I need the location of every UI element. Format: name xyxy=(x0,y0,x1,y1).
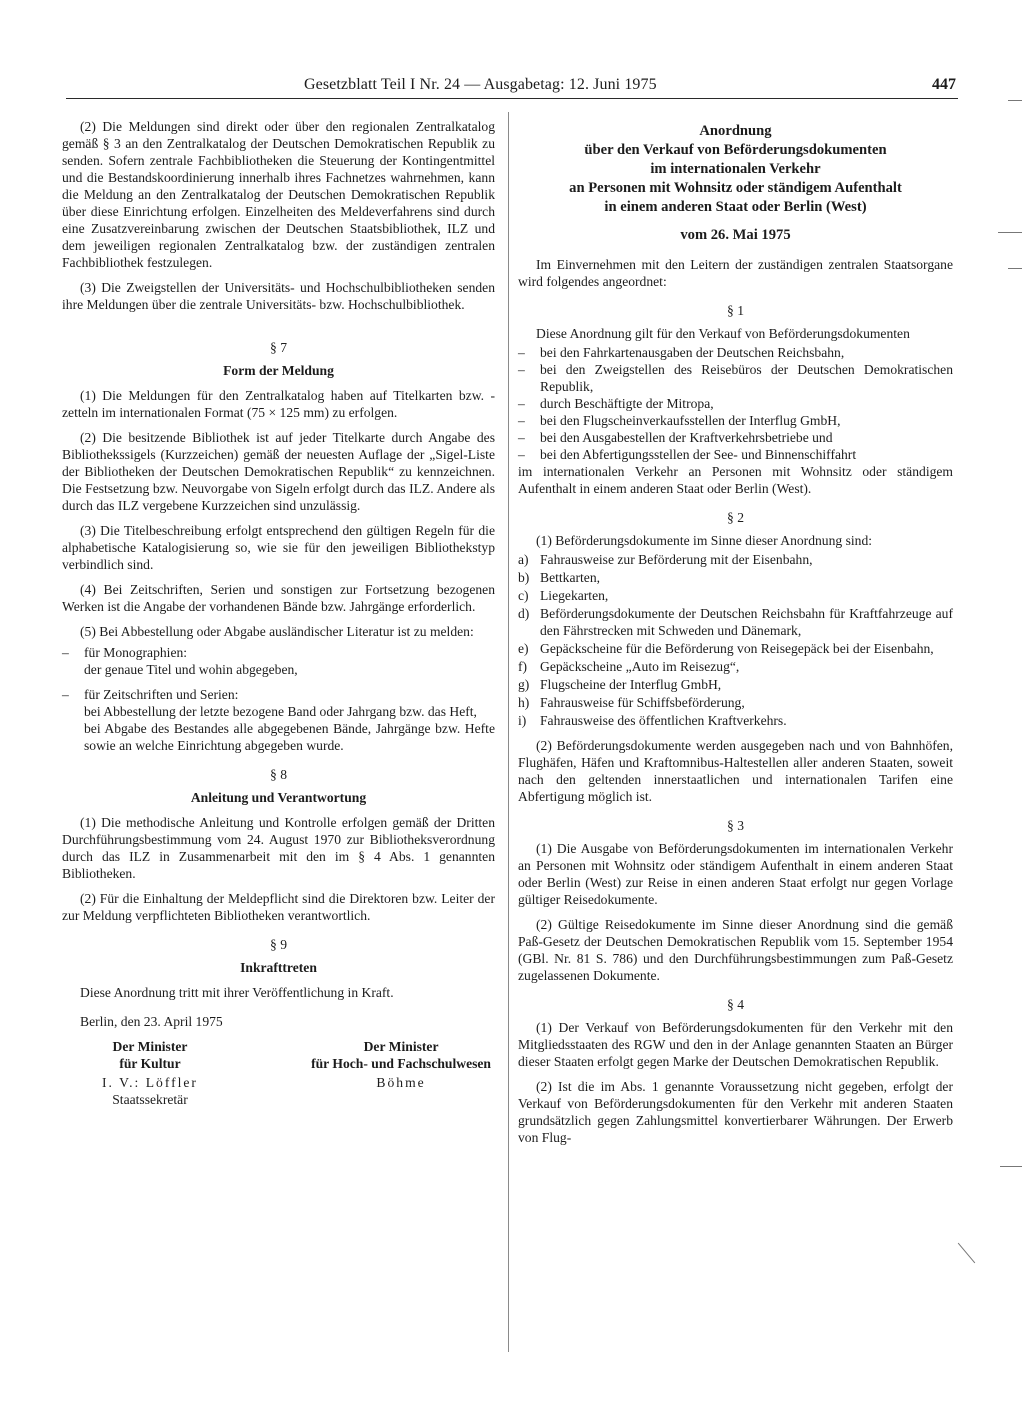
section-number: § 3 xyxy=(727,818,744,833)
list-label: g) xyxy=(518,677,530,692)
list-item xyxy=(518,694,953,711)
right-column xyxy=(518,118,953,1154)
paragraph: (1) Beförderungsdokumente im Sinne dieser Anordnung sind: xyxy=(536,533,873,548)
scan-mark xyxy=(998,232,1022,233)
section-title: Inkrafttreten xyxy=(240,960,317,975)
title-line: über den Verkauf von Beförderungsdokumenten xyxy=(584,142,887,158)
paragraph: (3) Die Zweigstellen der Universitäts- und Hochschulbibliotheken senden ihre Meldungen über die zentrale Universitäts- bzw. Hochschulbibliothek. xyxy=(62,280,495,312)
list-item xyxy=(518,344,953,361)
list-item-text: Bettkarten, xyxy=(540,570,601,585)
paragraph: (5) Bei Abbestellung oder Abgabe ausländischer Literatur ist zu melden: xyxy=(80,624,474,639)
signature-block-culture xyxy=(102,1038,198,1108)
signature-title: für Kultur xyxy=(119,1056,181,1071)
dash-marker: – xyxy=(518,396,525,411)
title-line: im internationalen Verkehr xyxy=(650,161,821,177)
list-item xyxy=(518,412,953,429)
title-line: an Personen mit Wohnsitz oder ständigem Aufenthalt xyxy=(569,180,902,196)
paragraph: (2) Die besitzende Bibliothek ist auf jeder Titelkarte durch Angabe des Bibliothekssigels (Kurzzeichen) gemäß der neuesten Auflage der „Sigel-Liste der Bibliotheken der Deutschen Demokratischen Republik“ zu kennzeichnen. Die Festsetzung bzw. Neuvorgabe von Sigeln erfolgt durch das ILZ. Andere als durch das ILZ vergebene Kurzzeichen sind unzulässig. xyxy=(62,430,495,513)
list-label: h) xyxy=(518,695,530,710)
dash-marker: – xyxy=(518,345,525,360)
ordinance-date: vom 26. Mai 1975 xyxy=(680,227,791,243)
paragraph: (1) Der Verkauf von Beförderungsdokumenten für den Verkehr mit den Mitgliedsstaaten des RGW und den in der Anlage genannten Staaten an Bürger dieser Staaten erfolgt gegen Marke der Deutschen Demokratischen Republik. xyxy=(518,1020,953,1069)
paragraph: (2) Gültige Reisedokumente im Sinne dieser Anordnung sind die gemäß Paß-Gesetz der Deutschen Demokratischen Republik vom 15. September 1954 (GBl. Nr. 81 S. 786) und den Durchführungsbestimmungen zum Paß-Gesetz zugelassenen Dokumente. xyxy=(518,917,953,983)
section-number: § 1 xyxy=(727,303,744,318)
column-divider xyxy=(508,112,509,1352)
paragraph: (1) Die Meldungen für den Zentralkatalog haben auf Titelkarten bzw. -zetteln im internationalen Format (75 × 125 mm) zu erfolgen. xyxy=(62,388,495,420)
header-title: Gesetzblatt Teil I Nr. 24 — Ausgabetag: 12. Juni 1975 xyxy=(304,76,657,93)
list-item xyxy=(518,395,953,412)
list-label: a) xyxy=(518,552,529,567)
section-number: § 7 xyxy=(270,340,287,355)
list-item-text: Liegekarten, xyxy=(540,588,609,603)
signature-block-education xyxy=(311,1038,491,1108)
list-item xyxy=(518,569,953,586)
scan-mark xyxy=(1008,100,1022,101)
signature-title: Der Minister xyxy=(112,1039,188,1054)
list-item xyxy=(518,605,953,639)
list-item-text: Flugscheine der Interflug GmbH, xyxy=(540,677,722,692)
list-item-text: durch Beschäftigte der Mitropa, xyxy=(540,396,714,411)
list-item-text: bei den Abfertigungsstellen der See- und Binnenschiffahrt xyxy=(540,447,857,462)
list-item-text: Beförderungsdokumente der Deutschen Reichsbahn für Kraftfahrzeuge auf den Fährstrecken mit Schweden und Dänemark, xyxy=(540,606,953,638)
signature-name: Böhme xyxy=(376,1075,426,1090)
paragraph: Diese Anordnung tritt mit ihrer Veröffentlichung in Kraft. xyxy=(80,985,394,1000)
list-item-text: für Zeitschriften und Serien: xyxy=(84,687,239,702)
dash-marker: – xyxy=(518,430,525,445)
place-date: Berlin, den 23. April 1975 xyxy=(80,1014,223,1029)
signature-name: I. V.: Löffler xyxy=(102,1075,198,1090)
paragraph: (2) Beförderungsdokumente werden ausgegeben nach und von Bahnhöfen, Flughäfen, Häfen und Kraftomnibus-Haltestellen aller anderen Staaten, soweit nach den geltenden innerstaatlichen und internationalen Tarifen eine Abfertigung möglich ist. xyxy=(518,738,953,804)
signature-row xyxy=(62,1038,495,1108)
list-label: e) xyxy=(518,641,529,656)
section-title: Anleitung und Verantwortung xyxy=(190,790,367,805)
title-line: Anordnung xyxy=(699,123,772,139)
list-item-text: Fahrausweise zur Beförderung mit der Eisenbahn, xyxy=(540,552,813,567)
scan-mark xyxy=(958,1243,975,1264)
signature-title: für Hoch- und Fachschulwesen xyxy=(311,1056,491,1071)
list-item xyxy=(518,429,953,446)
paragraph: (3) Die Titelbeschreibung erfolgt entsprechend den gültigen Regeln für die alphabetische Katalogisierung so, wie sie für den jeweiligen Bibliothekstyp verbindlich sind. xyxy=(62,523,495,572)
list-item xyxy=(518,361,953,395)
section-title: Form der Meldung xyxy=(223,363,334,378)
list-label: f) xyxy=(518,659,528,674)
paragraph: (1) Die Ausgabe von Beförderungsdokumenten im internationalen Verkehr an Personen mit Wohnsitz oder ständigem Aufenthalt in einem anderen Staat oder Berlin (West) zur Reise in einen anderen Staat erfolgt nur gegen Vorlage gültiger Reisedokumente. xyxy=(518,841,953,907)
list-item-text: Gepäckscheine für die Beförderung von Reisegepäck bei der Eisenbahn, xyxy=(540,641,934,656)
title-line: in einem anderen Staat oder Berlin (West) xyxy=(604,199,867,215)
section-number: § 2 xyxy=(727,510,744,525)
list-item xyxy=(518,676,953,693)
list-item xyxy=(62,686,495,703)
section-number: § 9 xyxy=(270,937,287,952)
list-label: b) xyxy=(518,570,530,585)
section-number: § 8 xyxy=(270,767,287,782)
list-item-text: bei den Fahrkartenausgaben der Deutschen Reichsbahn, xyxy=(540,345,845,360)
list-item-text: bei den Flugscheinverkaufsstellen der Interflug GmbH, xyxy=(540,413,841,428)
paragraph: (2) Die Meldungen sind direkt oder über den regionalen Zentralkatalog gemäß § 3 an den Zentralkatalog der Deutschen Demokratischen Republik zu senden. Sofern zentrale Fachbibliotheken die Steuerung der Kontingentmittel und die Bestandskoordinierung innerhalb ihres Fachnetzes wahrnehmen, kann die Meldung an den Zentralkatalog der Deutschen Demokratischen Republik über diese Einrichtung erfolgen. Einzelheiten des Meldeverfahrens sind durch eine Zusatzvereinbarung zwischen der Deutschen Staatsbibliothek, ILZ und dem jeweiligen regionalen Zentralkatalog bzw. der zuständigen zentralen Fachbibliothek festzulegen. xyxy=(62,119,495,270)
dash-marker: – xyxy=(62,687,69,702)
list-item xyxy=(518,658,953,675)
list-item-text: bei den Zweigstellen des Reisebüros der Deutschen Demokratischen Republik, xyxy=(540,362,953,394)
ordinance-title xyxy=(518,122,953,217)
page-header xyxy=(66,74,958,99)
paragraph: (1) Die methodische Anleitung und Kontrolle erfolgen gemäß der Dritten Durchführungsbestimmung vom 24. August 1970 zur Bibliotheksverordnung durch das ILZ in Zusammenarbeit mit den im § 4 Abs. 1 genannten Bibliotheken. xyxy=(62,815,495,881)
list-item-text: Gepäckscheine „Auto im Reisezug“, xyxy=(540,659,740,674)
signature-title: Der Minister xyxy=(363,1039,439,1054)
list-item xyxy=(518,712,953,729)
list-label: c) xyxy=(518,588,529,603)
paragraph: im internationalen Verkehr an Personen mit Wohnsitz oder ständigem Aufenthalt in einem anderen Staat oder Berlin (West). xyxy=(518,464,953,496)
paragraph: (4) Bei Zeitschriften, Serien und sonstigen zur Fortsetzung bezogenen Werken ist die Angabe der vorhandenen Bände bzw. Jahrgänge erforderlich. xyxy=(62,582,495,614)
left-column xyxy=(62,118,495,1108)
dash-marker: – xyxy=(518,413,525,428)
list-item xyxy=(518,551,953,568)
list-subline: bei Abbestellung der letzte bezogene Band oder Jahrgang bzw. das Heft, xyxy=(84,704,477,719)
list-label: d) xyxy=(518,606,530,621)
page-number: 447 xyxy=(932,76,956,93)
list-item xyxy=(518,446,953,463)
paragraph: Im Einvernehmen mit den Leitern der zuständigen zentralen Staatsorgane wird folgendes angeordnet: xyxy=(518,257,953,289)
list-subline: bei Abgabe des Bestandes alle abgegebenen Bände, Jahrgänge bzw. Hefte sowie an welche Einrichtung abgegeben wurde. xyxy=(84,721,495,753)
paragraph: (2) Für die Einhaltung der Meldepflicht sind die Direktoren bzw. Leiter der zur Meldung verpflichteten Bibliotheken verantwortlich. xyxy=(62,891,495,923)
scan-mark xyxy=(1000,1166,1022,1167)
signature-role: Staatssekretär xyxy=(112,1092,188,1107)
list-subline: der genaue Titel und wohin abgegeben, xyxy=(84,662,298,677)
list-item-text: Fahrausweise für Schiffsbeförderung, xyxy=(540,695,745,710)
dash-marker: – xyxy=(518,362,525,377)
scan-mark xyxy=(1008,268,1022,269)
dash-marker: – xyxy=(518,447,525,462)
list-item xyxy=(518,640,953,657)
list-item-text: für Monographien: xyxy=(84,645,188,660)
list-item xyxy=(62,644,495,661)
list-item xyxy=(518,587,953,604)
dash-marker: – xyxy=(62,645,69,660)
paragraph: (2) Ist die im Abs. 1 genannte Voraussetzung nicht gegeben, erfolgt der Verkauf von Beförderungsdokumenten für den Verkehr mit anderen Staaten grundsätzlich gegen Zahlungsmittel konvertierbarer Währungen. Der Erwerb von Flug- xyxy=(518,1079,953,1145)
list-label: i) xyxy=(518,713,527,728)
paragraph: Diese Anordnung gilt für den Verkauf von Beförderungsdokumenten xyxy=(536,326,910,341)
section-number: § 4 xyxy=(727,997,744,1012)
list-item-text: bei den Ausgabestellen der Kraftverkehrsbetriebe und xyxy=(540,430,833,445)
list-item-text: Fahrausweise des öffentlichen Kraftverkehrs. xyxy=(540,713,787,728)
